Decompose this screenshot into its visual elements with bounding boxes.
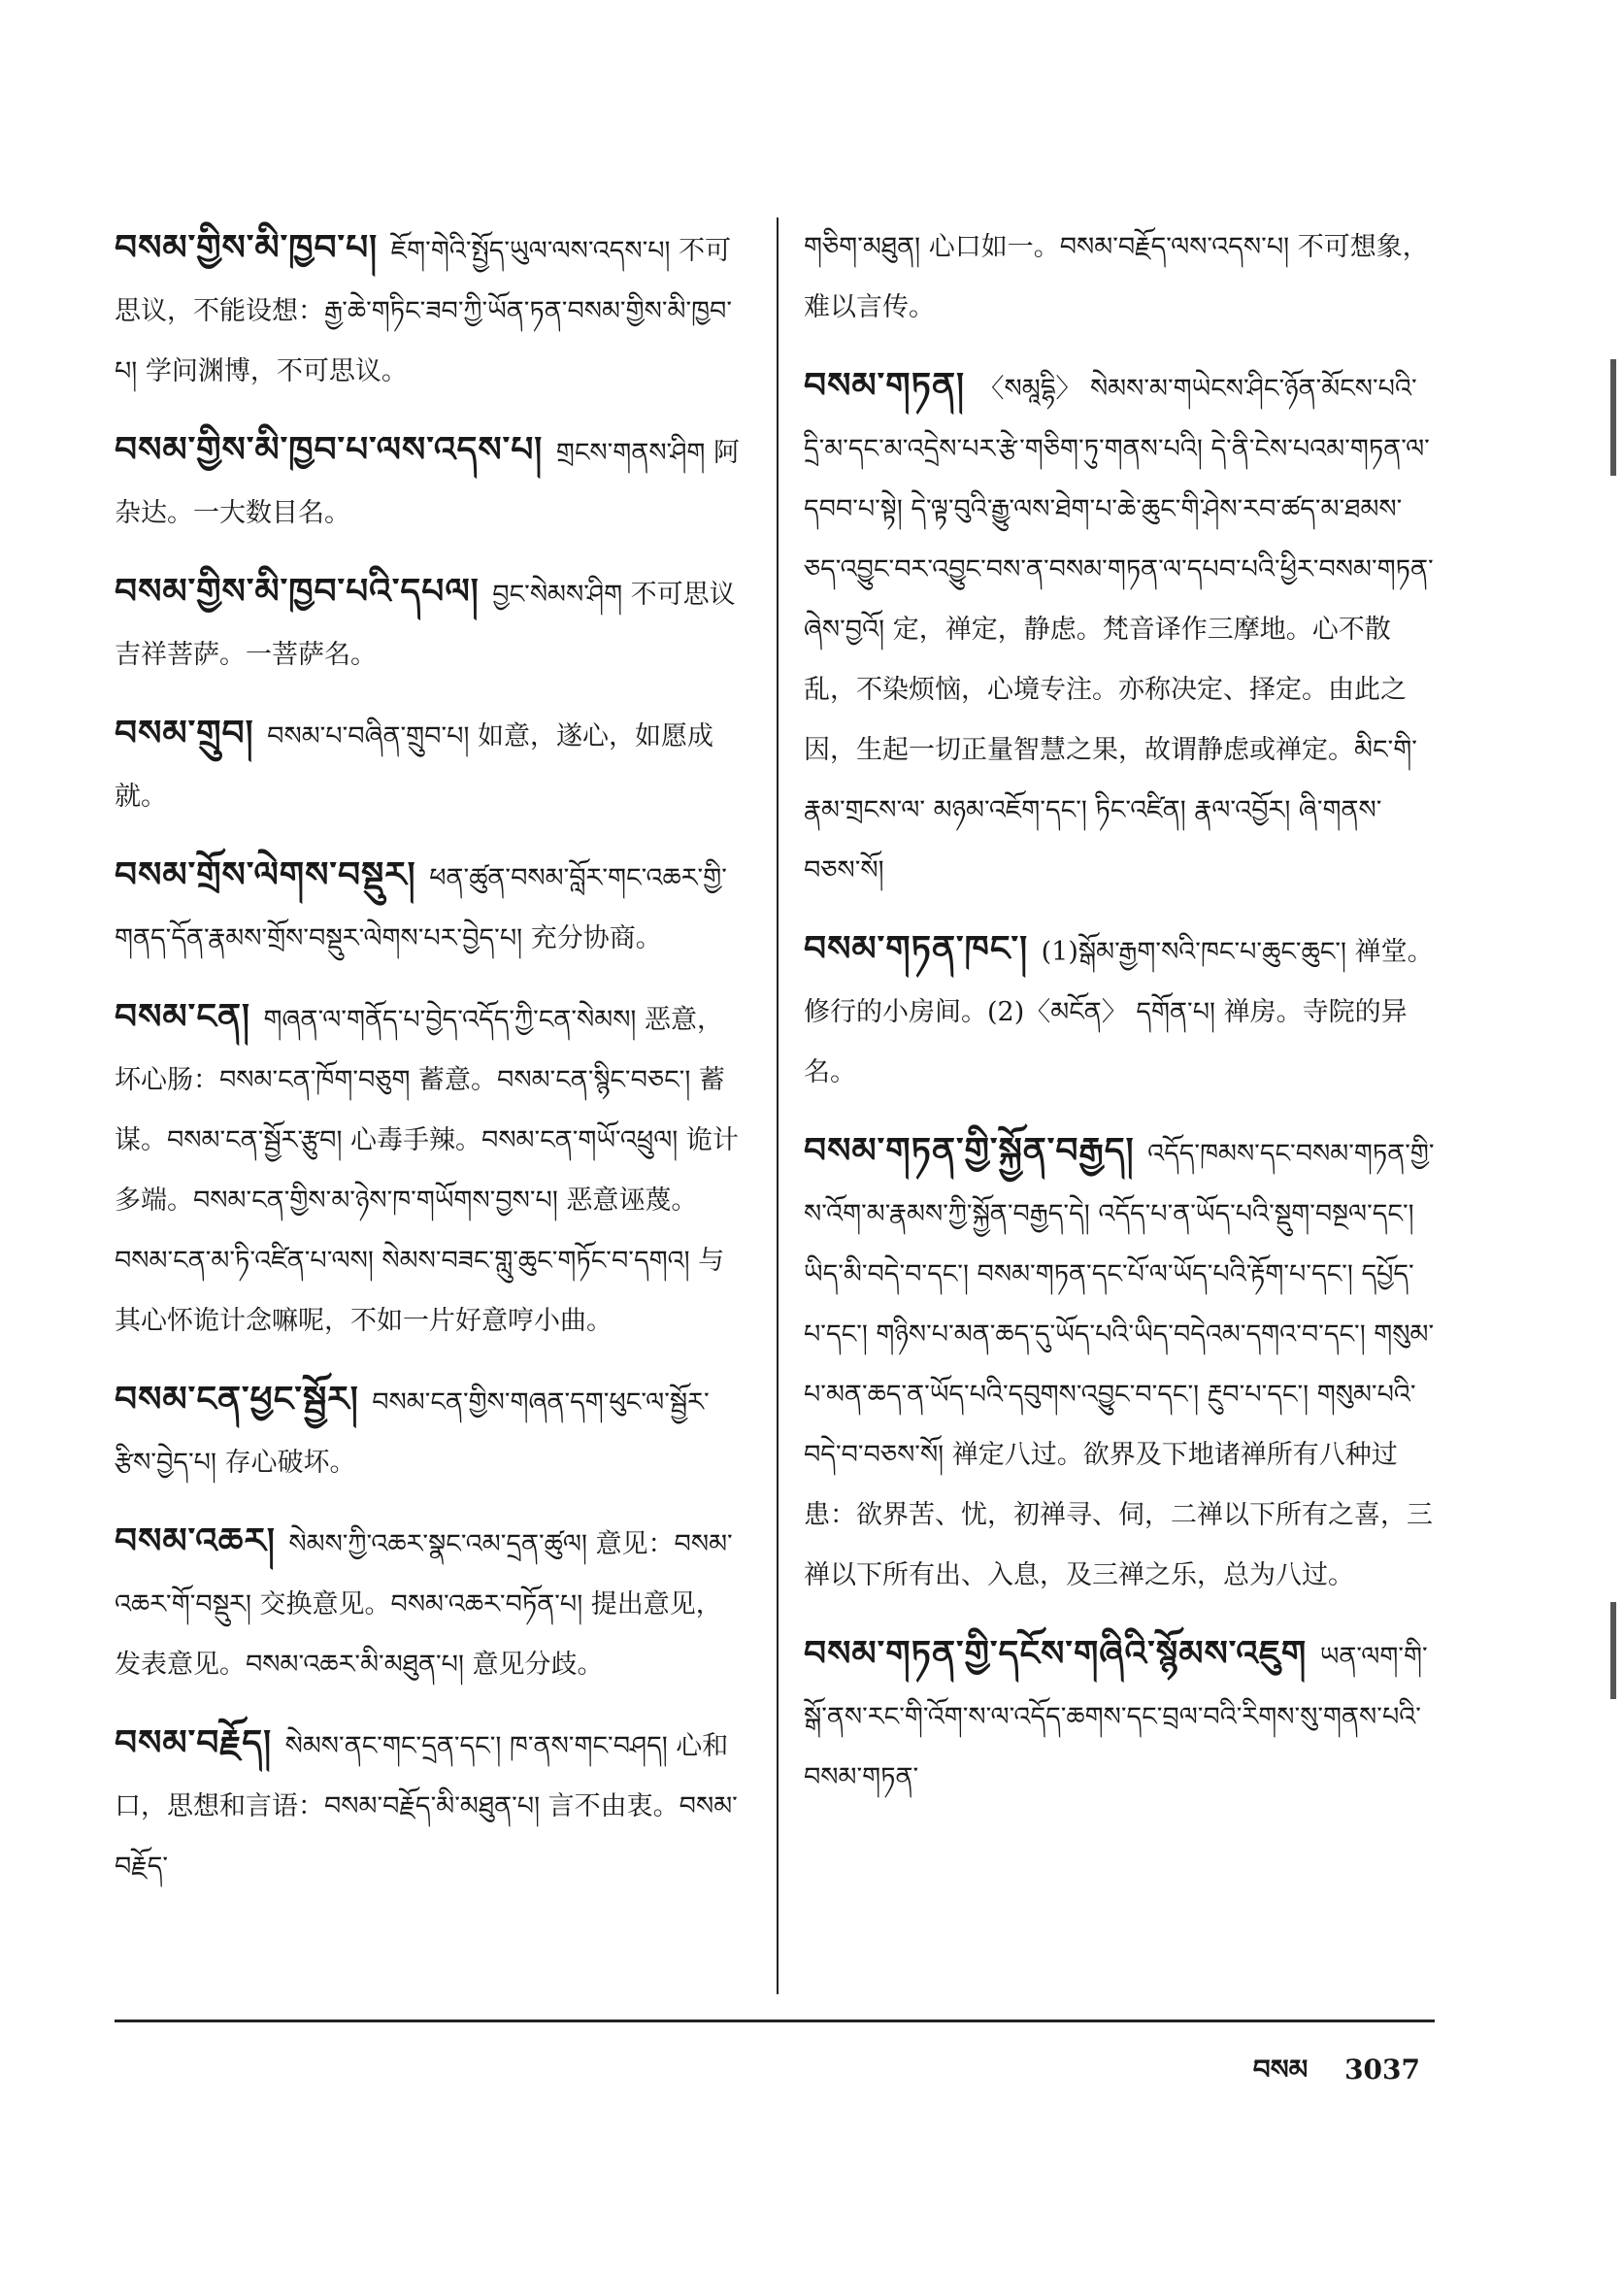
entry-definition: འདོད་ཁམས་དང་བསམ་གཏན་གྱི་ས་འོག་མ་རྣམས་ཀྱི་སྐྱོན་བརྒྱད་དེ། འདོད་པ་ན་ཡོད་པའི་སྡུག་བསྔལ་དང་། ཡིད་མི་བདེ་བ་དང་། བསམ་གཏན་དང་པོ་ལ་ཡོད་པའི་རྟོག་པ་དང་། དཔྱོད་པ་དང་། གཉིས་པ་མན་ཆད་དུ་ཡོད་པའི་ཡིད་བདེའམ་དགའ་བ་དང་། གསུམ་པ་མན་ཆད་ན་ཡོད་པའི་དབུགས་འབྱུང་བ་དང་། རྔུབ་པ་དང་། གསུམ་པའི་བདེ་བ་བཅས་སོ། 禅定八过。欲界及下地诸禅所有八种过患：欲界苦、忧，初禅寻、伺，二禅以下所有之喜，三禅以下所有出、入息，及三禅之乐，总为八过。 <box>804 1139 1435 1590</box>
entry-definition: སེམས་ནང་གང་དྲན་དང་། ཁ་ནས་གང་བཤད། 心和口，思想和言语：བསམ་བརྗོད་མི་མཐུན་པ། 言不由衷。བསམ་བརྗོད་ <box>115 1731 738 1882</box>
footer-section-label: བསམ <box>1252 2053 1309 2086</box>
dictionary-entry <box>115 419 746 544</box>
page-footer <box>1226 2039 1420 2116</box>
entry-definition: ཇོག་གེའི་སྤྱོད་ཡུལ་ལས་འདས་པ། 不可思议，不能设想：རྒྱ་ཆེ་གཏིང་ཟབ་ཀྱི་ཡོན་ཏན་བསམ་གྱིས་མི་ཁྱབ་པ། 学问渊博，不可思议。 <box>115 236 733 386</box>
entry-headword: བསམ་གཏན་གྱི་དངོས་གཞིའི་སྙོམས་འཇུག <box>804 1633 1320 1674</box>
entry-definition: གཞན་ལ་གནོད་པ་བྱེད་འདོད་ཀྱི་ངན་སེམས། 恶意，坏心肠：བསམ་ངན་ཁོག་བཅུག 蓄意。བསམ་ངན་སྙིང་བཅང་། 蓄谋。བསམ་ངན་སྦྱོར་རྩུབ། 心毒手辣。བསམ་ངན་གཡོ་འཕྲུལ། 诡计多端。བསམ་ངན་གྱིས་མ་ཉེས་ཁ་གཡོགས་བྱས་པ། 恶意诬蔑。བསམ་ངན་མ་ཏི་འཛིན་པ་ལས། སེམས་བཟང་གླུ་ཆུང་གཏོང་བ་དགའ། 与其心怀诡计念嘛呢，不如一片好意哼小曲。 <box>115 1005 739 1336</box>
dictionary-entry <box>115 1369 746 1493</box>
scan-margin-mark <box>1610 359 1616 476</box>
dictionary-entry-continued <box>804 217 1435 338</box>
page-number: 3037 <box>1344 2053 1420 2086</box>
dictionary-entry <box>115 1511 746 1695</box>
entry-headword: བསམ་ངན་ཕྱང་སྦྱོར། <box>115 1379 373 1419</box>
entry-headword: བསམ་གྱིས་མི་ཁྱབ་པའི་དཔལ། <box>115 571 493 612</box>
entry-definition: གྲངས་གནས་ཤིག 阿杂达。一大数目名。 <box>115 438 740 528</box>
dictionary-entry <box>804 918 1435 1103</box>
entry-definition: བྱང་སེམས་ཤིག 不可思议吉祥菩萨。一菩萨名。 <box>115 580 736 670</box>
entry-definition: ཕན་ཚུན་བསམ་བློར་གང་འཆར་གྱི་གནད་དོན་རྣམས་གྲོས་བསྡུར་ལེགས་པར་བྱེད་པ། 充分协商。 <box>115 863 727 953</box>
entry-headword: བསམ་གཏན། <box>804 365 978 406</box>
entry-definition: གཅིག་མཐུན། 心口如一。བསམ་བརྗོད་ལས་འདས་པ། 不可想象，难以言传。 <box>804 232 1429 322</box>
scan-margin-mark <box>1610 1602 1616 1699</box>
dictionary-entry <box>115 217 746 402</box>
entry-definition: (1)སྒོམ་རྒྱག་སའི་ཁང་པ་ཆུང་ཆུང་། 禅堂。修行的小房间。(2)〈མངོན〉 དགོན་པ། 禅房。寺院的异名。 <box>804 937 1434 1087</box>
dictionary-entry <box>804 1120 1435 1606</box>
column-divider <box>777 217 779 1994</box>
entry-headword: བསམ་གཏན་གྱི་སྐྱོན་བརྒྱད། <box>804 1130 1148 1171</box>
left-column <box>115 217 746 1915</box>
entry-headword: བསམ་གྱིས་མི་ཁྱབ་པ། <box>115 227 391 268</box>
entry-definition: བསམ་ངན་གྱིས་གཞན་དག་ཕུང་ལ་སྦྱོར་རྩིས་བྱེད་པ། 存心破坏。 <box>115 1387 710 1478</box>
entry-headword: བསམ་གཏན་ཁང་། <box>804 928 1042 969</box>
entry-definition: ཡན་ལག་གི་སྒོ་ནས་རང་གི་འོག་ས་ལ་འདོད་ཆགས་དང་བྲལ་བའི་རིགས་སུ་གནས་པའི་བསམ་གཏན་ <box>804 1642 1428 1792</box>
entry-headword: བསམ་གྱིས་མི་ཁྱབ་པ་ལས་འདས་པ། <box>115 429 556 470</box>
entry-headword: བསམ་འཆར། <box>115 1520 289 1561</box>
dictionary-entry <box>804 355 1435 901</box>
dictionary-entry <box>115 703 746 827</box>
entry-definition: 〈སམཱདྷི〉 སེམས་མ་གཡེངས་ཤིང་ཉོན་མོངས་པའི་དྲི་མ་དང་མ་འདྲེས་པར་རྩེ་གཅིག་ཏུ་གནས་པའི། དེ་ནི་ངེས་པའམ་གཏན་ལ་དབབ་པ་སྟེ། དེ་ལྟ་བུའི་རྒྱུ་ལས་ཐེག་པ་ཆེ་ཆུང་གི་ཤེས་རབ་ཚད་མ་ཐམས་ཅད་འབྱུང་བར་འབྱུང་བས་ན་བསམ་གཏན་ལ་དཔབ་པའི་ཕྱིར་བསམ་གཏན་ཞེས་བྱའོ། 定，禅定，静虑。梵音译作三摩地。心不散乱，不染烦恼，心境专注。亦称决定、择定。由此之因，生起一切正量智慧之果，故谓静虑或禅定。མིང་གི་རྣམ་གྲངས་ལ་ མཉམ་འཇོག་དང་། ཏིང་འཛིན། རྣལ་འབྱོར། ཞི་གནས་བཅས་སོ། <box>804 374 1434 885</box>
entry-headword: བསམ་གྲུབ། <box>115 713 268 753</box>
entry-headword: བསམ་གྲོས་ལེགས་བསྡུར། <box>115 854 430 895</box>
entry-headword: བསམ་བརྗོད། <box>115 1722 285 1763</box>
entry-definition: སེམས་ཀྱི་འཆར་སྣང་འམ་དྲན་ཚུལ། 意见：བསམ་འཆར་གོ་བསྡུར། 交换意见。བསམ་འཆར་བཏོན་པ། 提出意见，发表意见。བསམ་འཆར་མི་མཐུན་པ། 意见分歧。 <box>115 1529 733 1680</box>
entry-headword: བསམ་ངན། <box>115 996 264 1037</box>
dictionary-entry <box>115 1713 746 1897</box>
dictionary-entry <box>804 1623 1435 1808</box>
entry-definition: བསམ་པ་བཞིན་གྲུབ་པ། 如意，遂心，如愿成就。 <box>115 721 714 812</box>
dictionary-entry <box>115 986 746 1352</box>
footer-rule <box>115 2020 1435 2022</box>
dictionary-entry <box>115 561 746 685</box>
dictionary-entry <box>115 845 746 969</box>
right-column <box>804 217 1435 1825</box>
